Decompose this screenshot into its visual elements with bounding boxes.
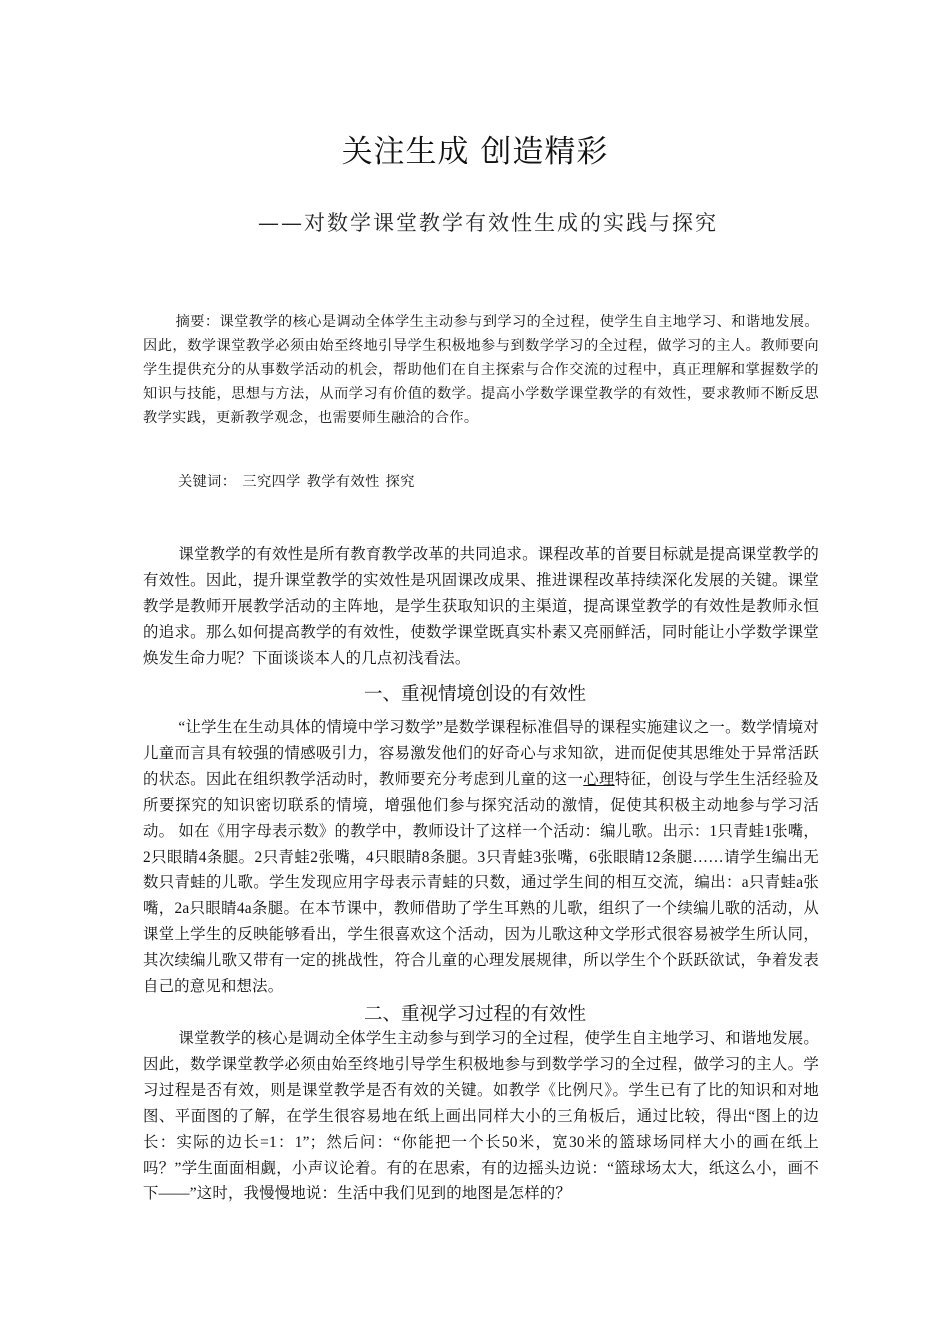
intro-paragraph: 课堂教学的有效性是所有教育教学改革的共同追求。课程改革的首要目标就是提高课堂教学的有效性。因此，提升课堂教学的实效性是巩固课改成果、推进课程改革持续深化发展的关键。课堂教学是教师开展教学活动的主阵地，是学生获取知识的主渠道，提高课堂教学的有效性是教师永恒的追求。那么如何提高教学的有效性，使数学课堂既真实朴素又亮丽鲜活，同时能让小学数学课堂焕发生命力呢？下面谈谈本人的几点初浅看法。 <box>143 546 819 667</box>
section-heading-1: 一、重视情境创设的有效性 <box>363 684 586 705</box>
keyword: 探究 <box>385 474 415 490</box>
abstract-paragraph: 摘要：课堂教学的核心是调动全体学生主动参与到学习的全过程，使学生自主地学习、和谐地发展。因此，数学课堂教学必须由始至终地引导学生积极地参与到数学学习的全过程，做学习的主人。教师要向学生提供充分的从事数学活动的机会，帮助他们在自主探索与合作交流的过程中，真正理解和掌握数学的知识与技能，思想与方法，从而学习有价值的数学。提高小学数学课堂教学的有效性，要求教师不断反思教学实践，更新教学观念，也需要师生融洽的合作。 <box>143 314 819 426</box>
section-heading-2: 二、重视学习过程的有效性 <box>363 1004 586 1025</box>
underlined-term: 心理 <box>583 770 615 788</box>
keywords-line <box>178 471 421 491</box>
document-subtitle: ——对数学课堂教学有效性生成的实践与探究 <box>258 211 718 235</box>
section-1-paragraph <box>143 715 819 1000</box>
document-title: 关注生成 创造精彩 <box>341 134 609 170</box>
section-2-paragraph: 课堂教学的核心是调动全体学生主动参与到学习的全过程，使学生自主地学习、和谐地发展。因此，数学课堂教学必须由始至终地引导学生积极地参与到数学学习的全过程，做学习的主人。学习过程是否有效，则是课堂教学是否有效的关键。如教学《比例尺》。学生已有了比的知识和对地图、平面图的了解，在学生很容易地在纸上画出同样大小的三角板后，通过比较，得出“图上的边长：实际的边长=1：1”；然后问：“你能把一个长50米，宽30米的篮球场同样大小的画在纸上吗？”学生面面相觑，小声议论着。有的在思索，有的边摇头边说：“篮球场太大，纸这么小，画不下——”这时，我慢慢地说：生活中我们见到的地图是怎样的？ <box>143 1030 819 1203</box>
keywords-label: 关键词： <box>178 474 237 490</box>
section-1-text-continued: 特征，创设与学生生活经验及所要探究的知识密切联系的情境，增强他们参与探究活动的激情，促使其积极主动地参与学习活动。 如在《用字母表示数》的教学中，教师设计了这样一个活动：编儿歌。出示：1只青蛙1张嘴，2只眼睛4条腿。2只青蛙2张嘴，4只眼睛8条腿。3只青蛙3张嘴，6张眼睛12条腿……请学生编出无数只青蛙的儿歌。学生发现应用字母表示青蛙的只数，通过学生间的相互交流，编出：a只青蛙a张嘴，2a只眼睛4a条腿。在本节课中，教师借助了学生耳熟的儿歌，组织了一个续编儿歌的活动，从课堂上学生的反映能够看出，学生很喜欢这个活动，因为儿歌这种文学形式很容易被学生所认同，其次续编儿歌又带有一定的挑战性，符合儿童的心理发展规律，所以学生个个跃跃欲试，争着发表自己的意见和想法。 <box>143 770 819 996</box>
keyword: 教学有效性 <box>306 474 380 490</box>
keyword: 三究四学 <box>242 474 301 490</box>
section-1-text: “让学生在生动具体的情境中学习数学”是数学课程标准倡导的课程实施建议之一。数学情境对儿童而言具有较强的情感吸引力，容易激发他们的好奇心与求知欲，进而促使其思维处于异常活跃的状态。因此在组织教学活动时，教师要充分考虑到儿童的这一 <box>143 719 819 788</box>
